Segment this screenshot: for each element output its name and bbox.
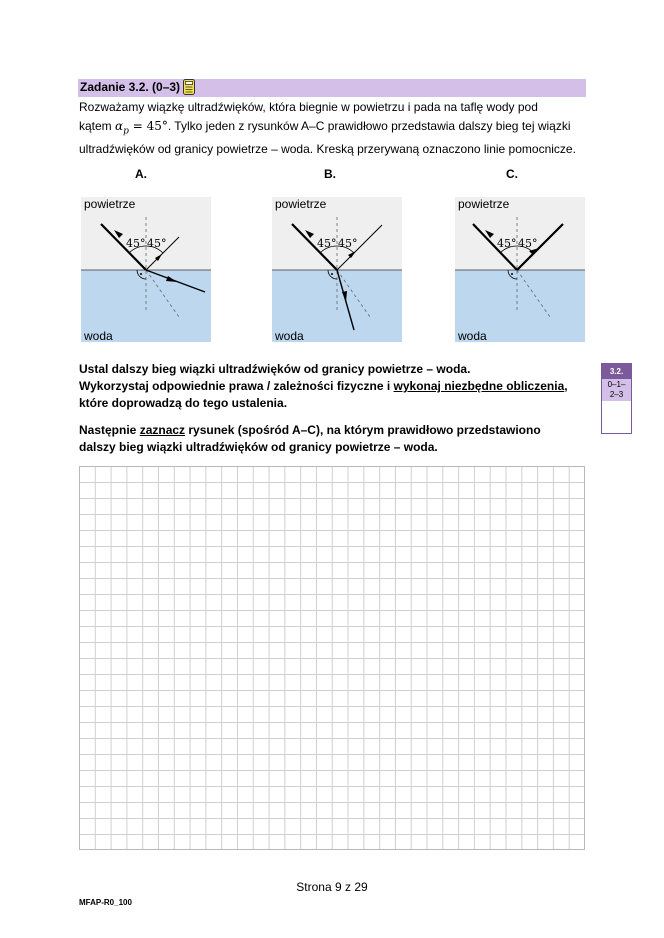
- figure-c-water-label: woda: [458, 329, 487, 343]
- instruction-line-2-pre: Wykorzystaj odpowiednie prawa / zależności fizyczne i: [79, 379, 394, 393]
- figure-a-angle-left: 45°: [126, 237, 146, 250]
- intro-line-3: ultradźwięków od granicy powietrze – woda. Kreską przerywaną oznaczono linie pomocnicze.: [79, 142, 576, 157]
- figure-a-water-label: woda: [84, 329, 113, 343]
- figure-label-a: A.: [135, 167, 147, 181]
- instruction-line-2-post: ,: [564, 379, 568, 393]
- alpha-symbol: α: [115, 118, 124, 133]
- answer-grid[interactable]: [79, 466, 585, 850]
- task-instructions: [79, 361, 589, 456]
- score-range: [602, 379, 631, 401]
- figure-c: [455, 197, 595, 342]
- task-header: [78, 79, 586, 97]
- figure-a-diagram: [81, 197, 221, 342]
- figure-a-air-label: powietrze: [84, 197, 136, 211]
- score-range-line-1: 0–1–: [607, 380, 626, 389]
- alpha-subscript: p: [123, 125, 129, 136]
- instruction-line-4-post: rysunek (spośród A–C), na którym prawidłowo przedstawiono: [185, 423, 541, 437]
- figure-a: [81, 197, 221, 342]
- figure-b: [272, 197, 412, 342]
- figure-b-water-label: woda: [275, 329, 304, 343]
- angle-value: = 45°: [128, 118, 168, 133]
- figure-b-angle-right: 45°: [338, 237, 358, 250]
- figure-b-air-label: powietrze: [275, 197, 327, 211]
- intro-line-1: Rozważamy wiązkę ultradźwięków, która biegnie w powietrzu i pada na taflę wody pod: [79, 100, 538, 114]
- score-range-line-2: 2–3: [609, 390, 624, 399]
- figure-a-angle-right: 45°: [147, 237, 167, 250]
- figure-label-b: B.: [324, 167, 336, 181]
- instruction-emphasis-mark: zaznacz: [139, 423, 186, 437]
- intro-line-2-post: . Tylko jeden z rysunków A–C prawidłowo przedstawia dalszy bieg tej wiązki: [167, 118, 571, 133]
- calculator-icon: [183, 79, 195, 100]
- task-title: Zadanie 3.2. (0–3): [80, 80, 181, 94]
- figure-label-c: C.: [506, 167, 518, 181]
- score-box: [601, 363, 632, 434]
- figure-c-angle-right: 45°: [518, 237, 538, 250]
- instruction-line-3: które doprowadzą do tego ustalenia.: [79, 396, 288, 410]
- figure-c-air-label: powietrze: [458, 197, 510, 211]
- task-intro: [79, 98, 587, 159]
- score-task-number: 3.2.: [602, 364, 631, 379]
- intro-line-2-pre: kątem: [79, 118, 112, 133]
- document-code: MFAP-R0_100: [79, 898, 132, 907]
- intro-line-2: [79, 117, 587, 141]
- figure-c-diagram: [455, 197, 595, 342]
- instruction-line-1: Ustal dalszy bieg wiązki ultradźwięków od granicy powietrze – woda.: [79, 362, 471, 376]
- instruction-line-4-pre: Następnie: [79, 423, 140, 437]
- figure-c-angle-left: 45°: [497, 237, 517, 250]
- figure-b-angle-left: 45°: [317, 237, 337, 250]
- instruction-line-5: dalszy bieg wiązki ultradźwięków od granicy powietrze – woda.: [79, 440, 438, 454]
- instruction-line-2: [79, 378, 589, 395]
- instruction-emphasis-calc: wykonaj niezbędne obliczenia: [393, 379, 565, 393]
- instruction-line-4: [79, 422, 589, 439]
- figure-b-diagram: [272, 197, 412, 342]
- page-number: Strona 9 z 29: [296, 880, 368, 894]
